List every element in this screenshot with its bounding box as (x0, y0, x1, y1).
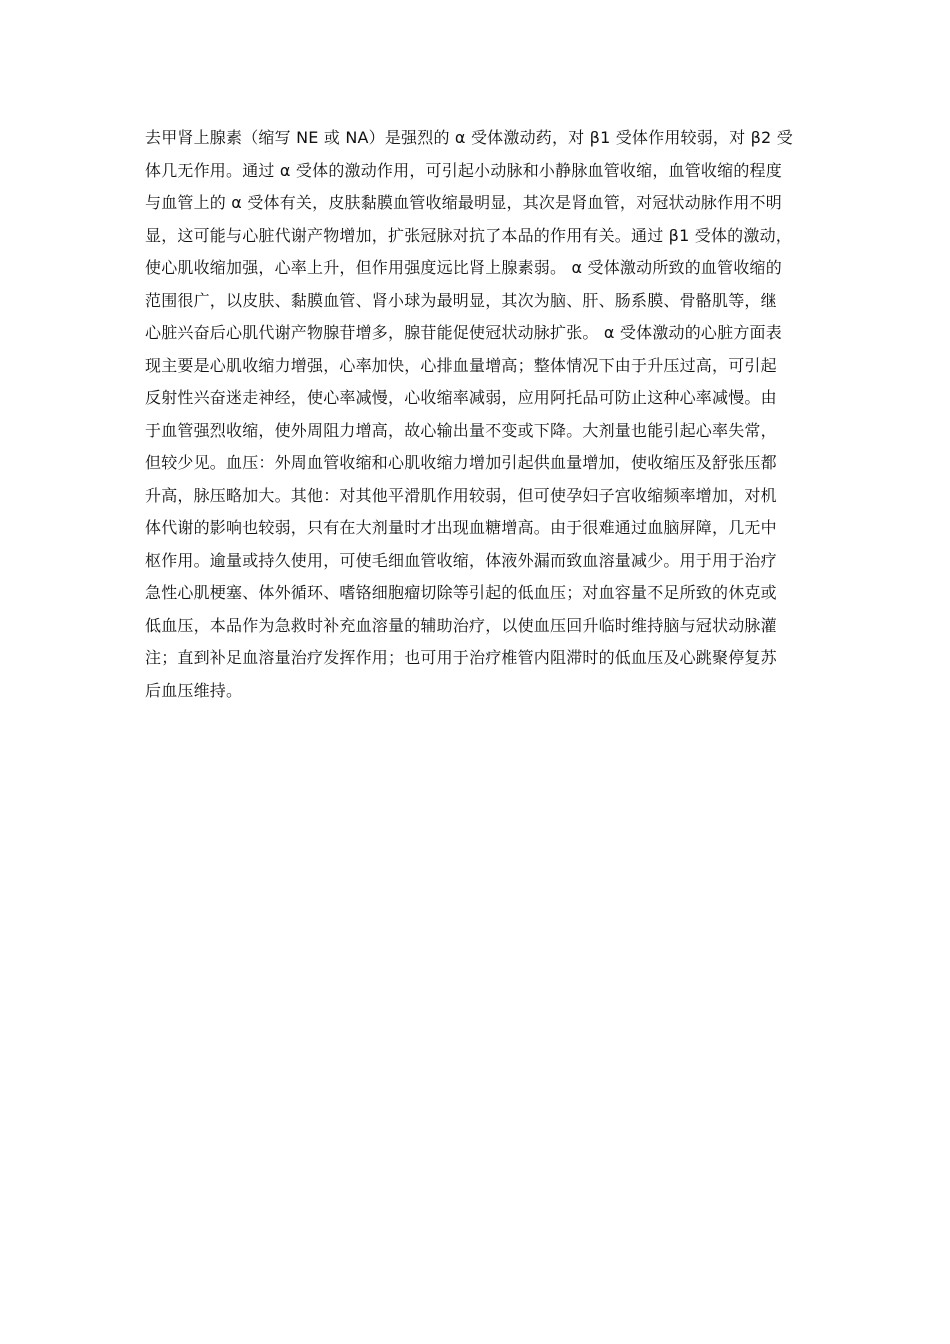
paragraph-line: 注；直到补足血溶量治疗发挥作用；也可用于治疗椎管内阻滞时的低血压及心跳聚停复苏 (145, 648, 777, 667)
paragraph-line: 于血管强烈收缩，使外周阻力增高，故心输出量不变或下降。大剂量也能引起心率失常， (145, 420, 777, 440)
body-paragraph (145, 122, 825, 707)
paragraph-line: 枢作用。逾量或持久使用，可使毛细血管收缩，体液外漏而致血溶量减少。用于用于治疗 (145, 550, 777, 570)
paragraph-line: 升高，脉压略加大。其他：对其他平滑肌作用较弱，但可使孕妇子宫收缩频率增加，对机 (145, 485, 777, 505)
paragraph-line: 后血压维持。 (145, 680, 243, 700)
paragraph-line: 现主要是心肌收缩力增强，心率加快，心排血量增高；整体情况下由于升压过高，可引起 (145, 355, 777, 375)
paragraph-line: 心脏兴奋后心肌代谢产物腺苷增多，腺苷能促使冠状动脉扩张。 α 受体激动的心脏方面表 (145, 323, 782, 342)
paragraph-line: 急性心肌梗塞、体外循环、嗜铬细胞瘤切除等引起的低血压；对血容量不足所致的休克或 (145, 583, 777, 602)
paragraph-line: 显，这可能与心脏代谢产物增加，扩张冠脉对抗了本品的作用有关。通过 β1 受体的激动， (145, 225, 792, 245)
paragraph-line: 使心肌收缩加强，心率上升，但作用强度远比肾上腺素弱。 α 受体激动所致的血管收缩的 (145, 258, 782, 277)
paragraph-line: 反射性兴奋迷走神经，使心率减慢，心收缩率减弱，应用阿托品可防止这种心率减慢。由 (145, 388, 777, 407)
paragraph-line: 与血管上的 α 受体有关，皮肤黏膜血管收缩最明显，其次是肾血管，对冠状动脉作用不明 (145, 193, 782, 212)
paragraph-line: 但较少见。血压：外周血管收缩和心肌收缩力增加引起供血量增加，使收缩压及舒张压都 (145, 453, 777, 472)
paragraph-line: 范围很广，以皮肤、黏膜血管、肾小球为最明显，其次为脑、肝、肠系膜、骨骼肌等，继 (145, 290, 777, 310)
paragraph-line: 低血压，本品作为急救时补充血溶量的辅助治疗，以使血压回升临时维持脑与冠状动脉灌 (145, 615, 777, 635)
paragraph-line: 体几无作用。通过 α 受体的激动作用，可引起小动脉和小静脉血管收缩，血管收缩的程度 (145, 160, 782, 180)
paragraph-line: 去甲肾上腺素（缩写 NE 或 NA）是强烈的 α 受体激动药，对 β1 受体作用较弱，对 β2 受 (145, 128, 793, 147)
paragraph-line: 体代谢的影响也较弱，只有在大剂量时才出现血糖增高。由于很难通过血脑屏障，几无中 (145, 518, 777, 537)
